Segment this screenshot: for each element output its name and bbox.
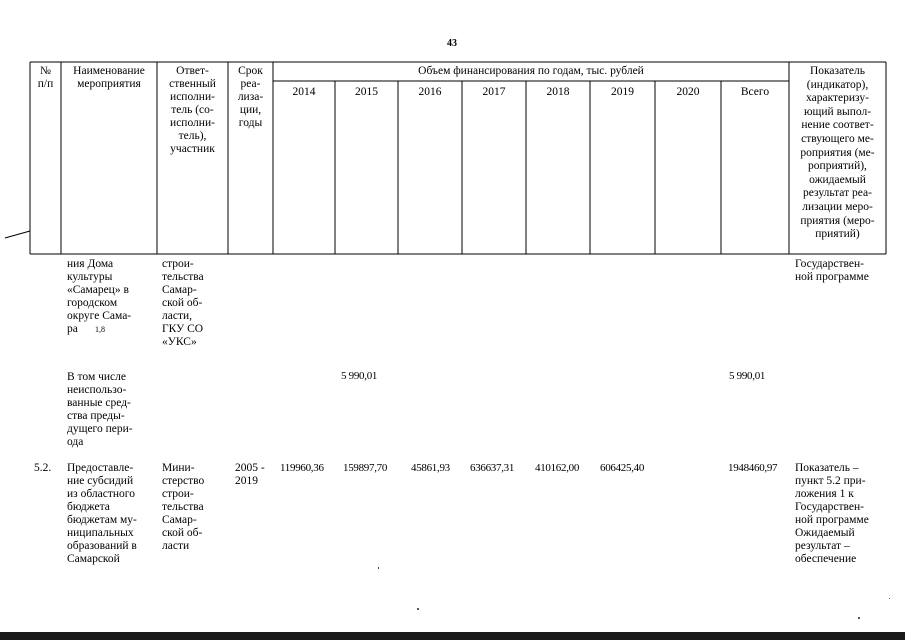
row-3-value-2019: 606425,40 (600, 462, 645, 474)
row-3-value-2014: 119960,36 (280, 462, 324, 474)
scan-speck (889, 598, 890, 599)
header-col-responsible: Ответ- ственный исполни- тель (со- исполни- тель), участник (169, 65, 216, 155)
header-year-2014: 2014 (292, 86, 316, 98)
header-year-total: Всего (740, 86, 770, 98)
page-number: 43 (447, 38, 457, 49)
header-year-2016: 2016 (418, 86, 442, 98)
row-3-term: 2005 - 2019 (235, 462, 265, 487)
header-year-2017: 2017 (482, 86, 506, 98)
row-3-value-2015: 159897,70 (343, 462, 388, 474)
scan-bottom-edge (0, 632, 905, 640)
header-col-funding: Объем финансирования по годам, тыс. рублей (418, 65, 644, 77)
scan-speck (417, 608, 419, 610)
header-col-indicator: Показатель (индикатор), характеризу- ющий выпол- нение соответ- ствующего ме- роприятия (ме- роприятий), ожидаемый результат реа- лизации меро- приятия (меро- приятий) (800, 65, 875, 241)
row-2-value-2015: 5 990,01 (341, 370, 378, 382)
row-2-name: В том числе неиспользо- ванные сред- ства преды- дущего пери- ода (67, 371, 133, 448)
row-3-value-2016: 45861,93 (411, 462, 450, 474)
row-3-name: Предоставле- ние субсидий из областного бюджета бюджетам му- ниципальных образований в Самарской (67, 462, 137, 565)
row-1-indicator: Государствен- ной программе (795, 258, 869, 283)
header-col-name: Наименование мероприятия (73, 65, 145, 90)
header-col-term: Срок реа- лиза- ции, годы (237, 65, 264, 129)
header-year-2015: 2015 (355, 86, 378, 98)
row-3-responsible: Мини- стерство строи- тельства Самар- ской об- ласти (162, 462, 205, 552)
row-3-value-total: 1948460,97 (728, 462, 778, 474)
scan-speck (378, 567, 379, 569)
row-1-responsible: строи- тельства Самар- ской об- ласти, ГКУ СО «УКС» (162, 258, 204, 348)
header-year-2018: 2018 (546, 86, 570, 98)
header-year-2019: 2019 (611, 86, 634, 98)
row-3-value-2018: 410162,00 (535, 462, 580, 474)
header-col-no: № п/п (37, 65, 54, 90)
row-3-indicator: Показатель – пункт 5.2 при- ложения 1 к Государствен- ной программе Ожидаемый результат – обеспечение (795, 462, 869, 565)
row-3-value-2017: 636637,31 (470, 462, 515, 474)
scan-speck (858, 617, 860, 619)
row-2-value-total: 5 990,01 (729, 370, 766, 382)
row-1-name: ния Дома культуры «Самарец» в городском округе Сама- ра (67, 258, 132, 335)
header-year-2020: 2020 (676, 86, 700, 98)
row-3-number: 5.2. (34, 462, 52, 474)
row-1-footnote: 1,8 (95, 325, 105, 334)
